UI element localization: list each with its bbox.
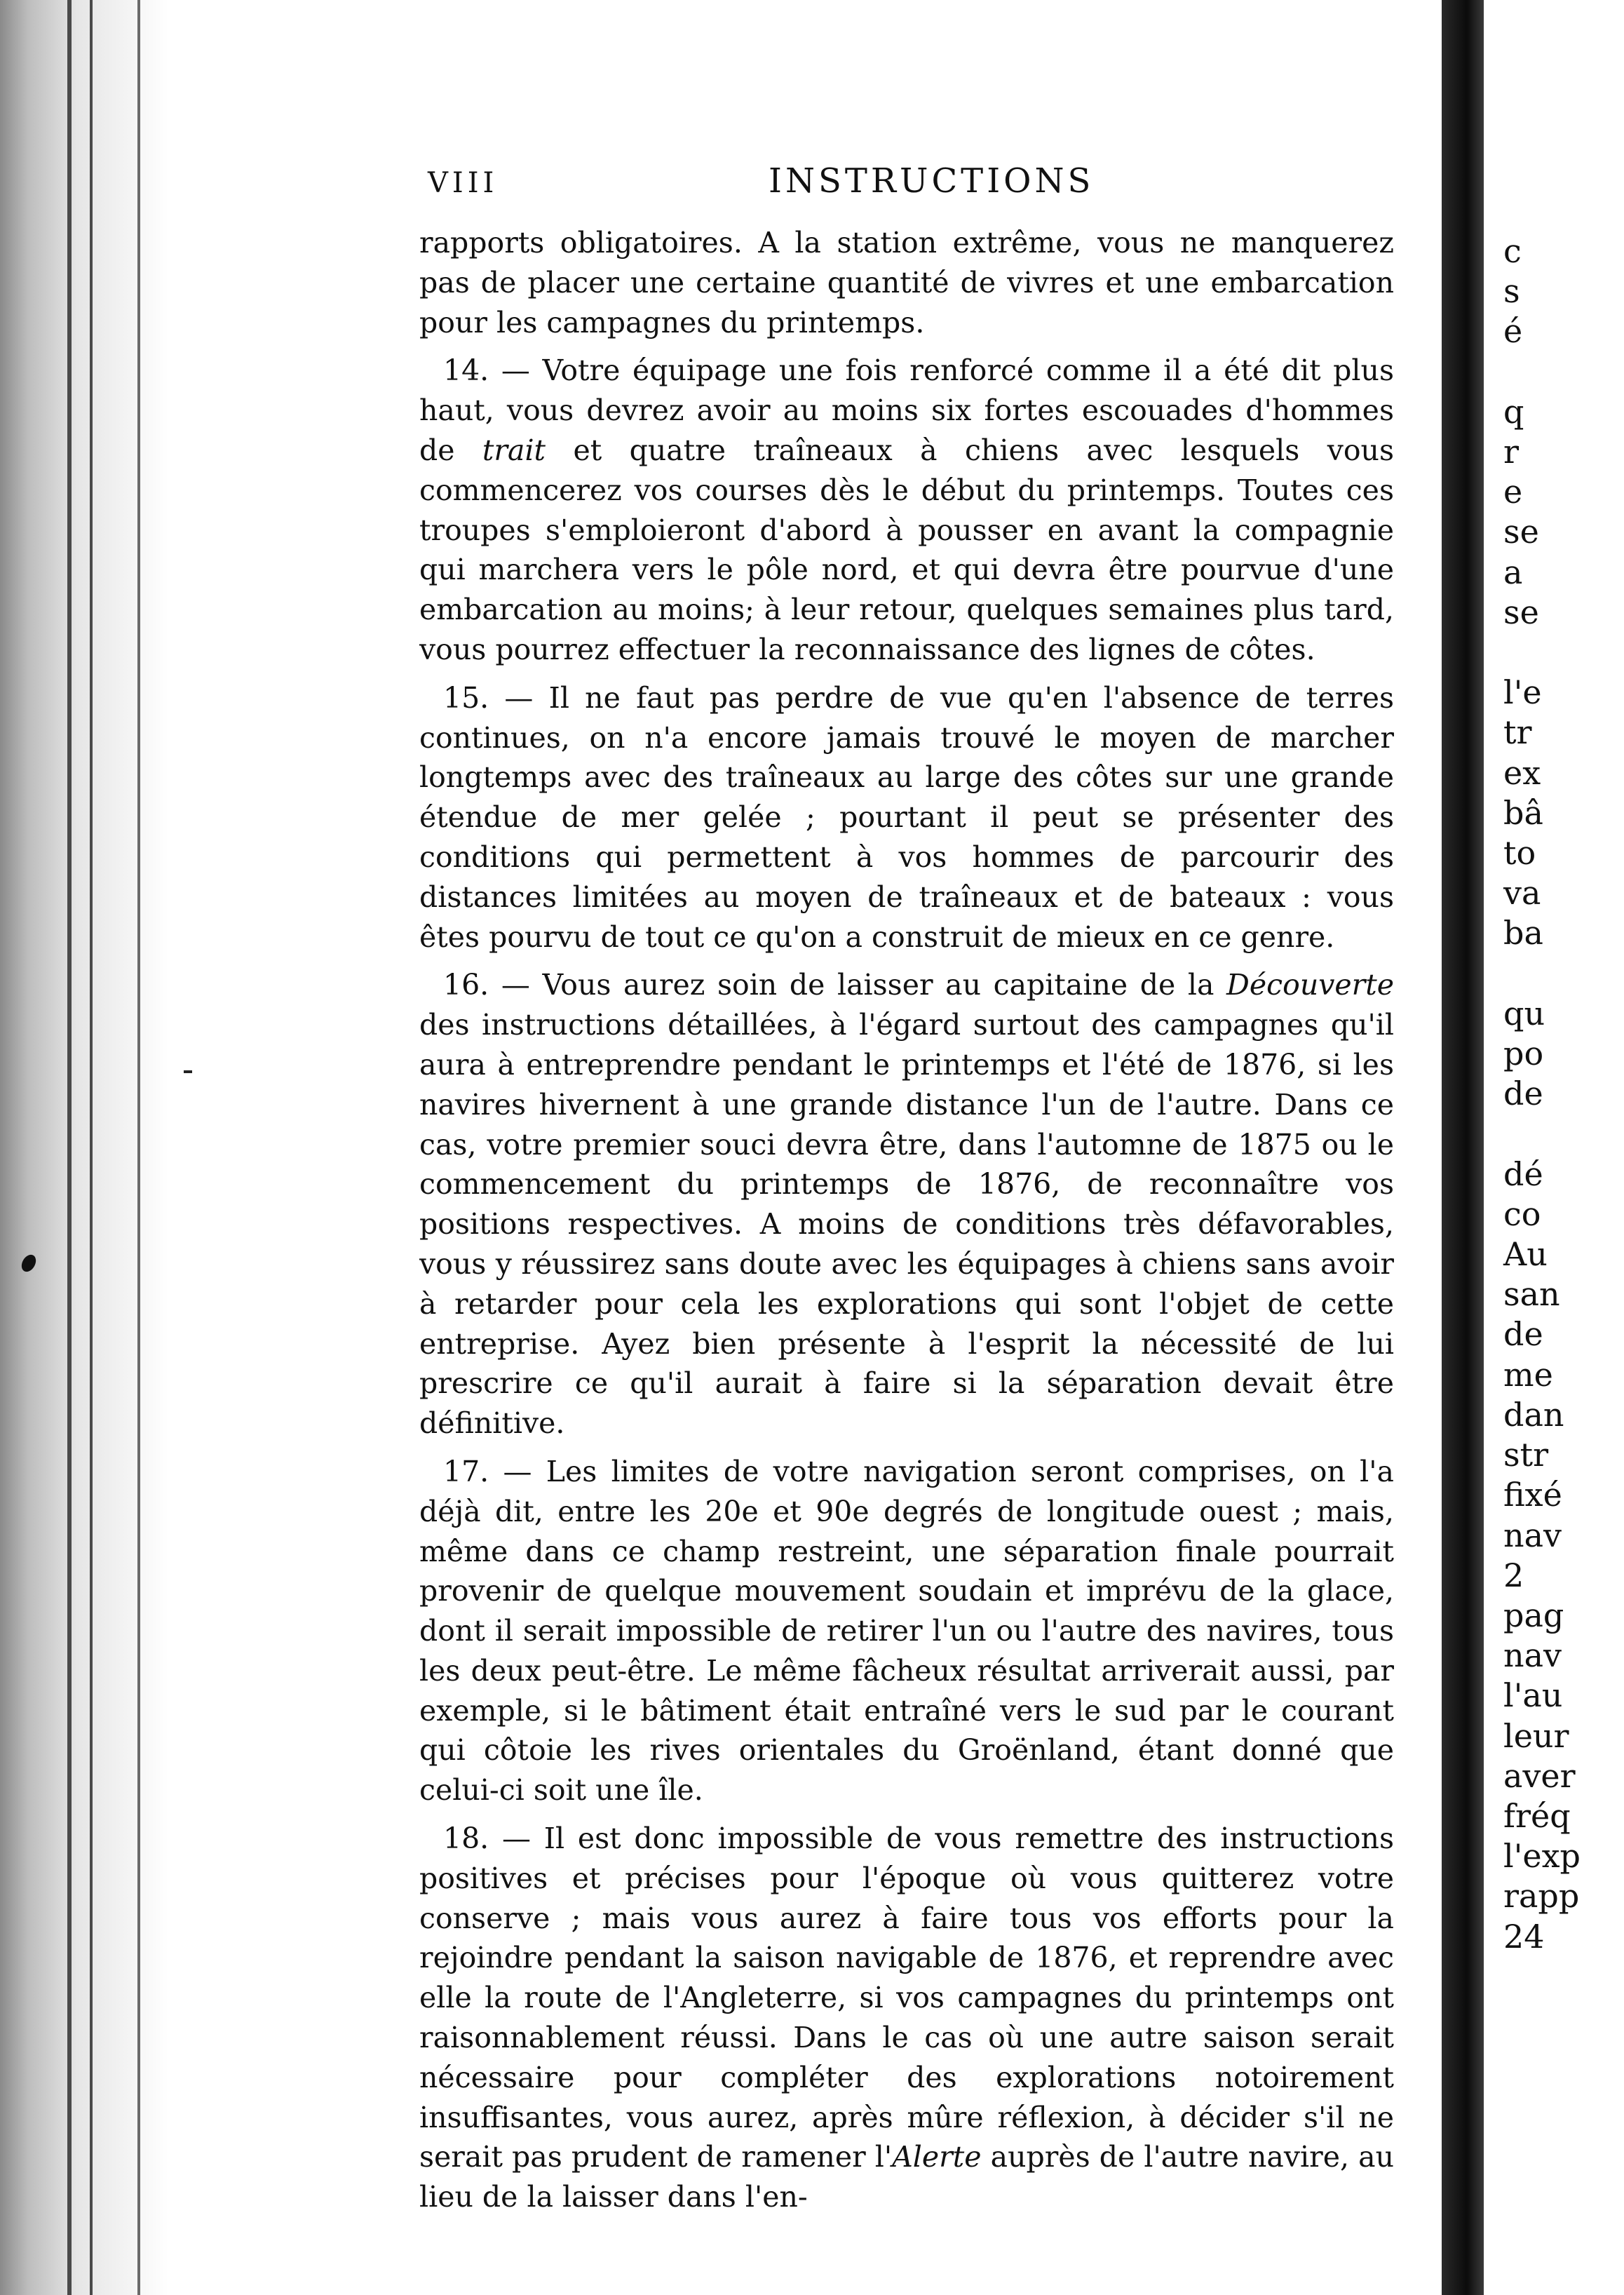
text-run: 16. — Vous aurez soin de laisser au capitaine de la xyxy=(443,968,1227,1002)
running-header xyxy=(419,161,1394,210)
text-run: 14. — Votre équipage une fois renforcé comme il a été dit plus haut, vous devrez avoir au moins six fortes escouades d'hommes de xyxy=(419,354,1394,467)
facing-page-text-fragments: c s é q r e se a se l'e tr ex bâ to va ba qu po de dé co Au san de me dan str fixé nav 2 pag nav l'au leur aver fréq l'exp rapp 24 xyxy=(1503,232,1581,1956)
paragraph-16 xyxy=(419,965,1394,1443)
facing-page-edge xyxy=(1442,0,1624,2295)
left-page-gutter xyxy=(0,0,168,2295)
gutter-line xyxy=(90,0,93,2295)
text-run: auprès de l'autre navire, au lieu de la laisser dans l'en- xyxy=(419,2140,1394,2214)
running-title: INSTRUCTIONS xyxy=(769,161,1095,201)
page-number: VIII xyxy=(428,167,499,199)
text-run: des instructions détaillées, à l'égard surtout des campagnes qu'il aura à entreprendre pendant le printemps et l'été de 1876, si les navires hivernent à une grande distance l'un de l'autre. Dans ce cas, votre premier souci devra être, dans l'automne de 1875 ou le commencement du printemps de 1876, de reconnaître vos positions respectives. A moins de conditions très défavorables, vous y réussirez sans doute avec les équipages à chiens sans avoir à retarder pour cela les explorations qui sont l'objet de cette entreprise. Ayez bien présente à l'esprit la nécessité de lui prescrire ce qu'il aurait à faire si la séparation devait être définitive. xyxy=(419,1008,1394,1441)
ship-name: Alerte xyxy=(892,2140,982,2174)
paragraph-14 xyxy=(419,351,1394,669)
paragraph-15: 15. — Il ne faut pas perdre de vue qu'en l'absence de terres continues, on n'a encore jamais trouvé le moyen de marcher longtemps avec des traîneaux au large des côtes sur une grande étendue de mer gelée ; pourtant il peut se présenter des conditions qui permettent à vos hommes de parcourir des distances limitées au moyen de traîneaux et de bateaux : vous êtes pourvu de tout ce qu'on a construit de mieux en ce genre. xyxy=(419,680,1394,954)
book-page xyxy=(419,161,1394,2226)
gutter-line xyxy=(137,0,140,2295)
paragraph-continuation: rapports obligatoires. A la station extrême, vous ne manquerez pas de placer une certaine quantité de vivres et une embarcation pour les campagnes du printemps. xyxy=(419,226,1394,339)
ship-name: Découverte xyxy=(1226,968,1394,1002)
text-run: 18. — Il est donc impossible de vous remettre des instructions positives et précises pour l'époque où vous quitterez votre conserve ; mais vous aurez à faire tous vos efforts pour la rejoindre pendant la saison navigable de 1876, et reprendre avec elle la route de l'Angleterre, si vos campagnes du printemps ont raisonnablement réussi. Dans le cas où une autre saison serait nécessaire pour compléter des explorations notoirement insuffisantes, vous aurez, après mûre réflexion, à décider s'il ne serait pas prudent de ramener l' xyxy=(419,1822,1394,2174)
text-run: et quatre traîneaux à chiens avec lesquels vous commencerez vos courses dès le début du printemps. Toutes ces troupes s'emploieront d'abord à pousser en avant la compagnie qui marchera vers le pôle nord, et qui devra être pourvue d'une embarcation au moins; à leur retour, quelques semaines plus tard, vous pourrez effectuer la reconnaissance des lignes de côtes. xyxy=(419,433,1394,666)
gutter-line xyxy=(67,0,72,2295)
margin-mark xyxy=(184,1070,192,1073)
paragraph-18 xyxy=(419,1819,1394,2217)
body-text xyxy=(419,223,1394,2217)
book-spine-shadow xyxy=(1442,0,1484,2295)
italic-term: trait xyxy=(482,433,546,467)
paragraph-17: 17. — Les limites de votre navigation seront comprises, on l'a déjà dit, entre les 20e et 90e degrés de longitude ouest ; mais, même dans ce champ restreint, une séparation finale pourrait provenir de quelque mouvement soudain et imprévu de la glace, dont il serait impossible de retirer l'un ou l'autre des navires, tous les deux peut-être. Le même fâcheux résultat arriverait aussi, par exemple, si le bâtiment était entraîné vers le sud par le courant qui côtoie les rives orientales du Groënland, étant donné que celui-ci soit une île. xyxy=(419,1454,1394,1808)
